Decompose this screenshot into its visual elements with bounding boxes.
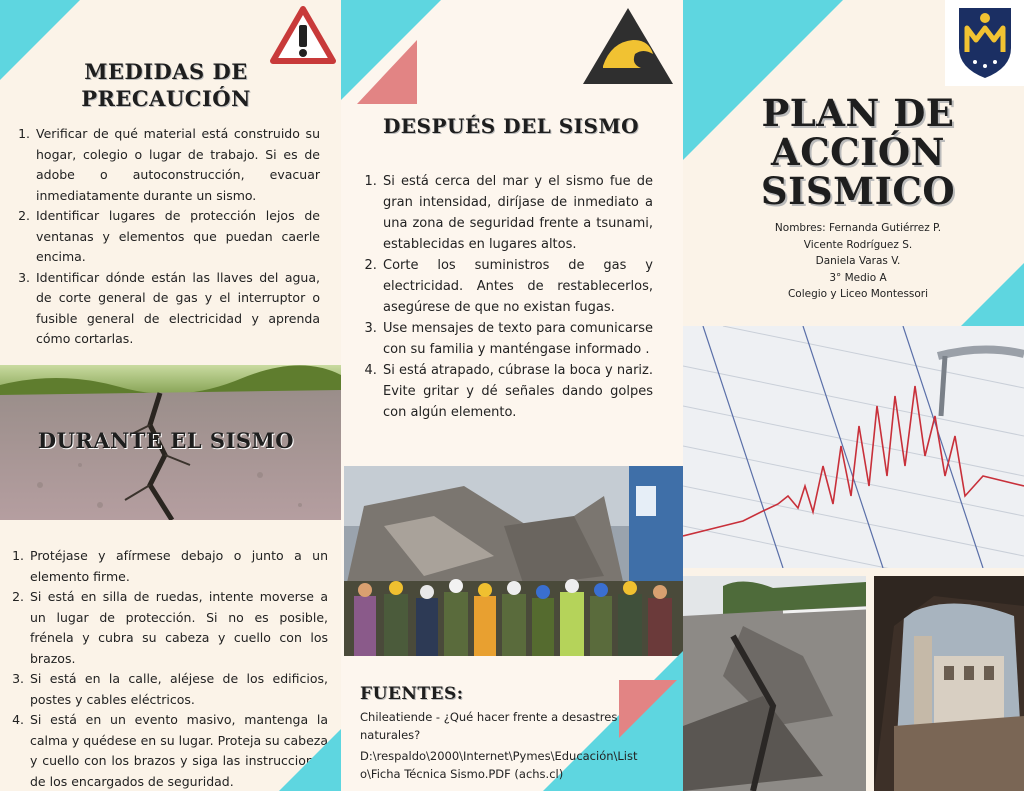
crest-shield-icon — [945, 0, 1024, 86]
cover-title-line3: SISMICO — [760, 169, 956, 213]
seismograph-photo — [683, 326, 1024, 568]
school-crest — [945, 0, 1024, 86]
author-line: Nombres: Fernanda Gutiérrez P. — [774, 222, 942, 234]
author-line: Vicente Rodríguez S. — [803, 238, 913, 251]
teal-corner-bottom-right — [279, 729, 341, 791]
fuentes-source-2: D:\respaldo\2000\Internet\Pymes\Educación\Listo\Ficha Técnica Sismo.PDF (achs.cl) — [360, 749, 638, 781]
author-line: Colegio y Liceo Montessori — [787, 288, 929, 300]
rescue-workers-photo — [344, 466, 683, 656]
list-item: 2. Si está en silla de ruedas, intente moverse a un lugar de protección. Si no es posible, frénela y cubra su cabeza y cuello con los brazos. — [28, 587, 328, 669]
list-item: 2. Corte los suministros de gas y electricidad. Antes de restablecerlos, asegúrese de que no existan fugas. — [381, 255, 653, 318]
tsunami-icon — [581, 6, 675, 86]
teal-corner-mid-right — [961, 263, 1024, 326]
list-item: 3. Identificar dónde están las llaves del agua, de corte general de gas y el interruptor o fusible general de electricidad y aprenda cómo cortarlas. — [34, 268, 320, 350]
list-item: 2. Identificar lugares de protección lejos de ventanas y elementos que puedan caerle encima. — [34, 206, 320, 268]
panel-despues-fuentes — [341, 0, 683, 791]
panel-precaucion-durante — [0, 0, 341, 791]
coral-triangle — [357, 40, 417, 104]
cover-title — [743, 91, 973, 213]
list-item: 3. Si está en la calle, aléjese de los edificios, postes y cables eléctricos. — [28, 669, 328, 710]
fuentes-source-1: Chileatiende - ¿Qué hacer frente a desastres naturales? — [360, 710, 618, 742]
despues-title: DESPUÉS DEL SISMO — [382, 114, 640, 138]
list-item: 1. Verificar de qué material está construido su hogar, colegio o lugar de trabajo. Si es de adobe o autoconstrucción, evacuar inmediatamente durante un sismo. — [34, 124, 320, 206]
list-item: 4. Si está atrapado, cúbrase la boca y nariz. Evite gritar y dé señales dando golpes con algún elemento. — [381, 360, 653, 423]
precaucion-title-line2: PRECAUCIÓN — [81, 86, 251, 111]
author-line: 3° Medio A — [829, 271, 887, 284]
despues-list — [363, 171, 653, 423]
ruined-building-photo — [874, 576, 1024, 791]
split-road-photo — [683, 576, 866, 791]
fuentes-title: FUENTES: — [360, 684, 464, 704]
durante-title: DURANTE EL SISMO — [37, 428, 295, 453]
precaucion-title — [40, 58, 292, 112]
author-line: Daniela Varas V. — [815, 255, 901, 267]
list-item: 3. Use mensajes de texto para comunicarse con su familia y manténgase informado . — [381, 318, 653, 360]
cover-title-line2: ACCIÓN — [771, 130, 945, 174]
authors-block — [763, 220, 953, 303]
list-item: 4. Si está en un evento masivo, mantenga la calma y quédese en su lugar. Proteja su cabeza y cuello con los brazos y siga las instrucciones de los encargados de seguridad. — [28, 710, 328, 791]
precaucion-title-line1: MEDIDAS DE — [84, 59, 248, 84]
list-item: 1. Si está cerca del mar y el sismo fue de gran intensidad, diríjase de inmediato a una zona de seguridad frente a tsunami, establecidas en lugares altos. — [381, 171, 653, 255]
fuentes-text — [360, 708, 640, 783]
precaucion-list — [14, 124, 320, 350]
list-item: 1. Protéjase y afírmese debajo o junto a un elemento firme. — [28, 546, 328, 587]
panel-cover — [683, 0, 1024, 791]
cover-title-line1: PLAN DE — [761, 91, 955, 135]
warning-icon — [270, 6, 336, 64]
